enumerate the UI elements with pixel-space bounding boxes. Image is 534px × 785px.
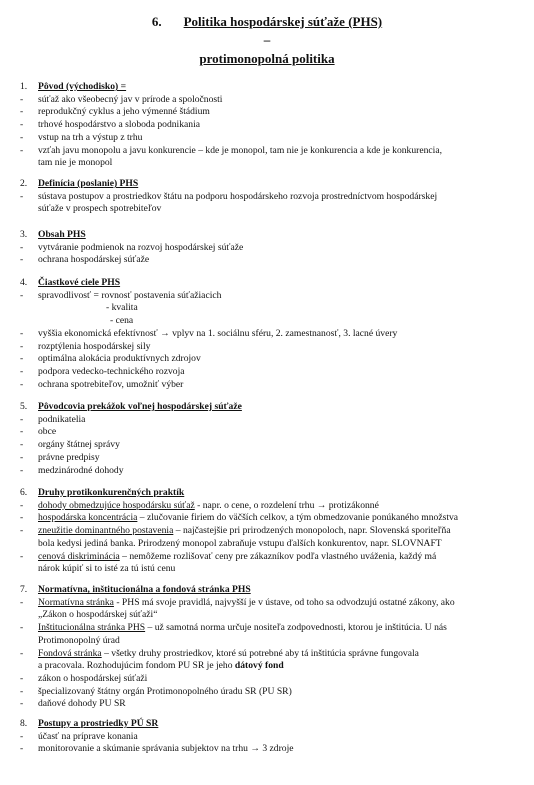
- bullet-dash: -: [20, 730, 24, 742]
- list-item-text: [38, 659, 284, 672]
- list-item: [0, 289, 534, 302]
- list-item-text: [38, 156, 112, 169]
- term-underlined: cenová diskriminácia: [38, 550, 120, 562]
- list-item: [0, 647, 534, 660]
- list-item-text: [38, 511, 458, 524]
- section-title: Čiastkové ciele PHS: [38, 277, 121, 288]
- text-run: orgány štátnej správy: [38, 439, 120, 451]
- list-item-text: [38, 464, 124, 477]
- section-title: Druhy protikonkurenčných praktík: [38, 487, 185, 498]
- list-item: [0, 340, 534, 353]
- text-run: vzťah javu monopolu a javu konkurencie – kde je monopol, tam nie je konkurencia a kde je konkurencia,: [38, 144, 442, 156]
- bullet-dash: -: [20, 672, 24, 684]
- text-run: podnikatelia: [38, 413, 86, 425]
- text-run: súťaž ako všeobecný jav v prírode a spoločnosti: [38, 93, 223, 105]
- list-item-text: [38, 202, 161, 215]
- list-item-text: [110, 314, 133, 327]
- bullet-dash: -: [20, 254, 24, 266]
- section-heading: [0, 177, 534, 190]
- text-run: - kvalita: [106, 302, 138, 314]
- section-title: Definícia (poslanie) PHS: [38, 178, 139, 189]
- bullet-dash: -: [20, 241, 24, 253]
- text-run: nárok kúpiť si to isté za tú istú cenu: [38, 563, 176, 575]
- list-item: [0, 451, 534, 464]
- bullet-dash: -: [20, 353, 24, 365]
- list-item-text: [38, 413, 85, 426]
- list-item-text: [38, 499, 379, 512]
- list-item-text: [38, 608, 157, 621]
- text-run: – už samotná norma určuje nositeľa zodpovednosti, ktorou je inštitúcia. U nás: [145, 622, 447, 634]
- list-item-text: [38, 253, 149, 266]
- list-item-text: [38, 352, 201, 365]
- list-item: [0, 352, 534, 365]
- list-item-text: [38, 327, 397, 340]
- list-item: [0, 730, 534, 743]
- section-heading: [0, 717, 534, 730]
- list-item-text: [38, 730, 138, 743]
- section-title: Obsah PHS: [38, 229, 86, 240]
- list-item-text: [38, 742, 294, 755]
- text-run: vytváranie podmienok na rozvoj hospodárskej súťaže: [38, 241, 244, 253]
- list-item: [0, 438, 534, 451]
- section-heading: [0, 486, 534, 499]
- bullet-dash: -: [20, 743, 24, 755]
- text-run: - cena: [110, 315, 134, 327]
- section-number: 5.: [20, 401, 28, 412]
- title-dash: –: [263, 32, 271, 47]
- text-run: bola kedysi jediná banka. Prirodzený monopol zabraňuje vstupu ďalších konkurentov, napr. SLOVNAFT: [38, 537, 442, 549]
- list-item: [0, 697, 534, 710]
- list-item-text: [38, 562, 175, 575]
- list-item: [0, 413, 534, 426]
- section-title: Pôvodcovia prekážok voľnej hospodárskej súťaže: [38, 401, 242, 412]
- section-heading: [0, 228, 534, 241]
- list-item: [0, 550, 534, 563]
- text-run: a pracovala. Rozhodujúcim fondom PU SR je jeho: [38, 660, 235, 672]
- section-title: Pôvod (východisko) =: [38, 81, 127, 92]
- bullet-dash: -: [20, 512, 24, 524]
- list-item: [0, 253, 534, 266]
- text-run: „Zákon o hospodárskej súťaži“: [38, 609, 158, 621]
- bullet-dash: -: [20, 131, 24, 143]
- bullet-dash: -: [20, 451, 24, 463]
- list-item-text: [38, 621, 447, 634]
- list-item-text: [38, 697, 126, 710]
- text-run: špecializovaný štátny orgán Protimonopolného úradu SR (PU SR): [38, 685, 292, 697]
- text-run: právne predpisy: [38, 451, 100, 463]
- list-item-text: [38, 672, 147, 685]
- title-line-1: Politika hospodárskej súťaže (PHS): [183, 14, 383, 29]
- list-item: [0, 608, 534, 621]
- list-item: [0, 511, 534, 524]
- text-run: tam nie je monopol: [38, 157, 113, 169]
- section-number: 7.: [20, 584, 28, 595]
- term-bold: dátový fond: [234, 660, 284, 672]
- term-underlined: hospodárska koncentrácia: [38, 512, 138, 524]
- list-item: [0, 241, 534, 254]
- text-run: zákon o hospodárskej súťaži: [38, 672, 148, 684]
- text-run: ochrana hospodárskej súťaže: [38, 254, 150, 266]
- list-item-text: [38, 524, 451, 537]
- section-number: 6.: [20, 487, 28, 498]
- list-item-text: [38, 340, 150, 353]
- text-run: - napr. o cene, o rozdelení trhu → protizákonné: [194, 499, 379, 511]
- text-run: medzinárodné dohody: [38, 464, 124, 476]
- section-number: 4.: [20, 277, 28, 288]
- bullet-dash: -: [20, 190, 24, 202]
- text-run: – všetky druhy prostriedkov, ktoré sú potrebné aby tá inštitúcia správne fungovala: [101, 647, 419, 659]
- list-item: [0, 659, 534, 672]
- text-run: ochrana spotrebiteľov, umožniť výber: [38, 378, 184, 390]
- list-item: [0, 742, 534, 755]
- text-run: spravodlivosť = rovnosť postavenia súťažiacich: [38, 289, 222, 301]
- bullet-dash: -: [20, 289, 24, 301]
- list-item-text: [38, 685, 292, 698]
- list-item: [0, 562, 534, 575]
- text-run: obce: [38, 426, 57, 438]
- term-underlined: Fondová stránka: [38, 647, 102, 659]
- text-run: účasť na príprave konania: [38, 730, 138, 742]
- text-run: vstup na trh a výstup z trhu: [38, 131, 143, 143]
- list-item-text: [38, 537, 442, 550]
- bullet-dash: -: [20, 439, 24, 451]
- list-item-text: [38, 438, 120, 451]
- section-title: Postupy a prostriedky PÚ SR: [38, 718, 159, 729]
- list-item-text: [38, 105, 210, 118]
- list-item: [0, 314, 534, 327]
- list-item: [0, 190, 534, 203]
- list-item: [0, 144, 534, 157]
- list-item: [0, 499, 534, 512]
- list-item: [0, 537, 534, 550]
- text-run: sústava postupov a prostriedkov štátu na podporu hospodárskeho rozvoja prostredníctvom hospodárskej: [38, 190, 438, 202]
- list-item: [0, 105, 534, 118]
- bullet-dash: -: [20, 596, 24, 608]
- list-item: [0, 327, 534, 340]
- list-item: [0, 425, 534, 438]
- list-item-text: [38, 647, 419, 660]
- list-item: [0, 93, 534, 106]
- text-run: súťaže v prospech spotrebiteľov: [38, 203, 162, 215]
- list-item-text: [38, 596, 455, 609]
- bullet-dash: -: [20, 426, 24, 438]
- list-item: [0, 365, 534, 378]
- text-run: vyššia ekonomická efektívnosť → vplyv na 1. sociálnu sféru, 2. zamestnanosť, 3. lacné úvery: [38, 327, 398, 339]
- list-item: [0, 156, 534, 169]
- list-item-text: [38, 634, 120, 647]
- list-item-text: [38, 93, 222, 106]
- list-item-text: [38, 190, 437, 203]
- list-item-text: [38, 451, 100, 464]
- bullet-dash: -: [20, 144, 24, 156]
- bullet-dash: -: [20, 464, 24, 476]
- list-item-text: [106, 301, 138, 314]
- text-run: reprodukčný cyklus a jeho výmenné štádium: [38, 106, 210, 118]
- bullet-dash: -: [20, 378, 24, 390]
- bullet-dash: -: [20, 525, 24, 537]
- term-underlined: zneužitie dominantného postavenia: [38, 525, 174, 537]
- section-heading: [0, 400, 534, 413]
- section-number: 8.: [20, 718, 28, 729]
- bullet-dash: -: [20, 340, 24, 352]
- section-title: Normatívna, inštitucionálna a fondová stránka PHS: [38, 584, 251, 595]
- text-run: monitorovanie a skúmanie správania subjektov na trhu → 3 zdroje: [38, 743, 294, 755]
- list-item-text: [38, 550, 436, 563]
- bullet-dash: -: [20, 685, 24, 697]
- text-run: optimálna alokácia produktívnych zdrojov: [38, 353, 201, 365]
- bullet-dash: -: [20, 550, 24, 562]
- text-run: podpora vedecko-technického rozvoja: [38, 365, 185, 377]
- bullet-dash: -: [20, 93, 24, 105]
- list-item: [0, 301, 534, 314]
- bullet-dash: -: [20, 119, 24, 131]
- list-item: [0, 131, 534, 144]
- list-item-text: [38, 144, 442, 157]
- list-item-text: [38, 289, 221, 302]
- text-run: trhové hospodárstvo a sloboda podnikania: [38, 119, 200, 131]
- list-item: [0, 634, 534, 647]
- term-underlined: Inštitucionálna stránka PHS: [38, 622, 146, 634]
- text-run: rozptýlenia hospodárskej sily: [38, 340, 151, 352]
- term-underlined: dohody obmedzujúce hospodársku súťaž: [38, 499, 195, 511]
- list-item: [0, 596, 534, 609]
- list-item: [0, 202, 534, 215]
- list-item-text: [38, 131, 142, 144]
- list-item: [0, 524, 534, 537]
- list-item: [0, 672, 534, 685]
- list-item-text: [38, 241, 243, 254]
- bullet-dash: -: [20, 365, 24, 377]
- text-run: – nemôžeme rozlišovať ceny pre zákazníkov podľa vlastného uváženia, každý má: [119, 550, 437, 562]
- text-run: daňové dohody PU SR: [38, 698, 126, 710]
- page-title: [0, 14, 534, 30]
- list-item-text: [38, 425, 56, 438]
- list-item: [0, 118, 534, 131]
- list-item: [0, 378, 534, 391]
- list-item: [0, 464, 534, 477]
- title-line-2: protimonopolná politika: [199, 51, 335, 66]
- section-number: 1.: [20, 81, 28, 92]
- text-run: - PHS má svoje pravidlá, najvyšší je v ústave, od toho sa odvodzujú ostatné zákony, ako: [113, 596, 455, 608]
- section-heading: [0, 80, 534, 93]
- bullet-dash: -: [20, 106, 24, 118]
- section-number: 3.: [20, 229, 28, 240]
- section-heading: [0, 276, 534, 289]
- list-item: [0, 685, 534, 698]
- section-heading: [0, 583, 534, 596]
- bullet-dash: -: [20, 622, 24, 634]
- text-run: – zlučovanie firiem do väčších celkov, a tým obmedzovanie ponúkaného množstva: [137, 512, 459, 524]
- section-number: 2.: [20, 178, 28, 189]
- chapter-number: 6.: [151, 14, 162, 29]
- list-item-text: [38, 378, 183, 391]
- term-underlined: Normatívna stránka: [38, 596, 114, 608]
- text-run: Protimonopolný úrad: [38, 634, 120, 646]
- bullet-dash: -: [20, 499, 24, 511]
- list-item: [0, 621, 534, 634]
- bullet-dash: -: [20, 698, 24, 710]
- text-run: – najčastejšie pri prirodzených monopoloch, napr. Slovenská sporiteľňa: [173, 525, 451, 537]
- bullet-dash: -: [20, 327, 24, 339]
- bullet-dash: -: [20, 413, 24, 425]
- list-item-text: [38, 118, 200, 131]
- page-subtitle: [0, 51, 534, 67]
- list-item-text: [38, 365, 185, 378]
- bullet-dash: -: [20, 647, 24, 659]
